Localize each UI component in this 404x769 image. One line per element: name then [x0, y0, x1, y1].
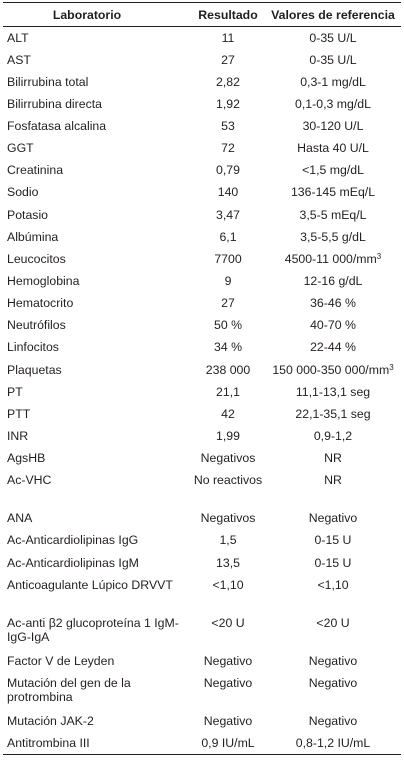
cell-valores-referencia	[265, 204, 401, 226]
cell-resultado: <1,10	[212, 577, 244, 592]
reference-value: <1,10	[317, 577, 349, 592]
table-row	[3, 425, 401, 447]
cell-laboratorio: Hematocrito	[7, 296, 74, 311]
cell-resultado: 9	[224, 274, 232, 289]
cell-valores-referencia	[265, 359, 401, 381]
table-row	[3, 403, 401, 425]
cell-resultado: 1,92	[216, 96, 240, 111]
cell-laboratorio: PT	[7, 384, 23, 399]
cell-resultado: 27	[221, 52, 235, 67]
reference-value: 0,3-1 mg/dL	[300, 74, 366, 89]
cell-valores-referencia	[265, 612, 401, 650]
table-row	[3, 314, 401, 336]
cell-laboratorio: Mutación JAK-2	[7, 713, 94, 728]
cell-valores-referencia	[265, 672, 401, 710]
reference-value: <20 U	[316, 615, 350, 630]
cell-valores-referencia	[265, 425, 401, 447]
cell-resultado: 0,9 IU/mL	[201, 736, 255, 751]
table-body	[3, 27, 401, 755]
reference-value: Negativo	[308, 511, 358, 526]
table-row	[3, 204, 401, 226]
reference-value: 0-15 U	[314, 555, 352, 570]
cell-resultado: Negativos	[200, 511, 256, 526]
cell-laboratorio: ALT	[7, 31, 29, 45]
table-row	[3, 359, 401, 381]
reference-value: 12-16 g/dL	[303, 274, 363, 289]
cell-resultado: 13,5	[216, 555, 240, 570]
reference-value: 0,1-0,3 mg/dL	[295, 96, 371, 111]
table-row	[3, 27, 401, 49]
table-row	[3, 732, 401, 754]
table-row	[3, 93, 401, 115]
cell-laboratorio: Factor V de Leyden	[7, 653, 115, 668]
table-row	[3, 115, 401, 137]
cell-valores-referencia	[265, 469, 401, 507]
cell-resultado: Negativo	[203, 713, 253, 728]
reference-value: 3,5-5 mEq/L	[299, 207, 367, 222]
cell-valores-referencia	[265, 650, 401, 672]
cell-laboratorio: Fosfatasa alcalina	[7, 119, 107, 134]
header-laboratorio: Laboratorio	[52, 7, 122, 22]
cell-resultado: 1,5	[219, 533, 237, 548]
cell-laboratorio: Linfocitos	[7, 340, 59, 355]
cell-valores-referencia	[265, 93, 401, 115]
cell-laboratorio: Ac-Anticardiolipinas IgG	[7, 533, 139, 548]
cell-valores-referencia	[265, 71, 401, 93]
cell-valores-referencia	[265, 529, 401, 551]
table-row	[3, 71, 401, 93]
cell-resultado: Negativos	[200, 451, 256, 466]
cell-resultado: 34 %	[213, 340, 243, 355]
cell-valores-referencia	[265, 507, 401, 529]
reference-value: 3,5-5,5 g/dL	[300, 229, 366, 244]
cell-valores-referencia	[265, 27, 401, 49]
reference-value: Negativo	[308, 713, 358, 728]
cell-laboratorio: AgsHB	[7, 451, 46, 466]
reference-value: Negativo	[308, 653, 358, 668]
reference-value: 22-44 %	[310, 340, 356, 355]
header-resultado: Resultado	[198, 7, 258, 22]
reference-value: 0,9-1,2	[313, 429, 353, 444]
table-row	[3, 469, 401, 507]
table-row	[3, 336, 401, 358]
cell-laboratorio: Plaquetas	[7, 362, 62, 377]
reference-value: 0-35 U/L	[309, 31, 357, 45]
cell-laboratorio: Ac-anti β2 glucoproteína 1 IgM-IgG-IgA	[7, 615, 179, 644]
cell-valores-referencia	[265, 292, 401, 314]
lab-results-table-container	[3, 2, 401, 755]
cell-laboratorio: Leucocitos	[7, 251, 66, 266]
table-row	[3, 248, 401, 270]
cell-valores-referencia	[265, 181, 401, 203]
cell-valores-referencia	[265, 447, 401, 469]
reference-value: 136-145 mEq/L	[290, 185, 376, 200]
cell-resultado: 21,1	[216, 384, 240, 399]
table-row	[3, 137, 401, 159]
cell-resultado: 238 000	[205, 362, 251, 377]
cell-resultado: No reactivos	[193, 473, 263, 488]
cell-laboratorio: Bilirrubina directa	[7, 96, 103, 111]
reference-superscript: 3	[376, 251, 382, 261]
cell-valores-referencia	[265, 732, 401, 754]
reference-value: 40-70 %	[310, 318, 356, 333]
table-row	[3, 612, 401, 650]
cell-resultado: <20 U	[211, 615, 245, 630]
table-row	[3, 574, 401, 612]
cell-laboratorio: Ac-VHC	[7, 473, 52, 488]
table-row	[3, 381, 401, 403]
cell-valores-referencia	[265, 226, 401, 248]
table-row	[3, 159, 401, 181]
table-row	[3, 226, 401, 248]
cell-laboratorio: Antitrombina III	[7, 736, 90, 751]
cell-resultado: 140	[217, 185, 239, 200]
cell-valores-referencia	[265, 49, 401, 71]
cell-laboratorio: Sodio	[7, 185, 39, 200]
cell-resultado: 7700	[214, 251, 242, 266]
table-row	[3, 507, 401, 529]
reference-value: 150 000-350 000/mm	[272, 362, 390, 377]
table-row	[3, 710, 401, 732]
reference-value: Negativo	[308, 675, 358, 690]
cell-resultado: 6,1	[219, 229, 237, 244]
cell-valores-referencia	[265, 710, 401, 732]
table-row	[3, 672, 401, 710]
reference-value: 0-35 U/L	[309, 52, 357, 67]
reference-value: NR	[324, 451, 342, 466]
cell-laboratorio: Ac-Anticardiolipinas IgM	[7, 555, 139, 570]
cell-laboratorio: Hemoglobina	[7, 274, 80, 289]
table-row	[3, 650, 401, 672]
table-header	[3, 3, 401, 27]
header-valores-referencia: Valores de referencia	[271, 7, 395, 22]
reference-value: <1,5 mg/dL	[302, 163, 364, 178]
cell-laboratorio: ANA	[7, 511, 33, 526]
cell-resultado: 72	[221, 141, 235, 156]
cell-laboratorio: Anticoagulante Lúpico DRVVT	[7, 577, 173, 592]
cell-resultado: 2,82	[216, 74, 240, 89]
reference-value: Hasta 40 U/L	[297, 141, 369, 156]
cell-laboratorio: Mutación del gen de la protrombina	[7, 675, 131, 704]
cell-resultado: 50 %	[213, 318, 243, 333]
cell-valores-referencia	[265, 336, 401, 358]
table-row	[3, 292, 401, 314]
reference-value: 4500-11 000/mm	[284, 251, 377, 266]
cell-resultado: Negativo	[203, 653, 253, 668]
cell-valores-referencia	[265, 574, 401, 612]
cell-laboratorio: INR	[7, 429, 29, 444]
cell-valores-referencia	[265, 159, 401, 181]
cell-resultado: 0,79	[216, 163, 240, 178]
cell-valores-referencia	[265, 403, 401, 425]
cell-laboratorio: AST	[7, 52, 31, 67]
cell-valores-referencia	[265, 381, 401, 403]
reference-value: 22,1-35,1 seg	[295, 406, 371, 421]
reference-value: 30-120 U/L	[302, 119, 364, 134]
cell-laboratorio: Creatinina	[7, 163, 64, 178]
lab-results-table	[3, 2, 401, 755]
reference-value: NR	[324, 473, 342, 488]
cell-resultado: 1,99	[216, 429, 240, 444]
table-row	[3, 552, 401, 574]
cell-laboratorio: Bilirrubina total	[7, 74, 89, 89]
cell-laboratorio: Neutrófilos	[7, 318, 66, 333]
cell-valores-referencia	[265, 270, 401, 292]
cell-resultado: 3,47	[216, 207, 240, 222]
reference-value: 0,8-1,2 IU/mL	[295, 736, 371, 751]
cell-laboratorio: Albúmina	[7, 229, 59, 244]
cell-valores-referencia	[265, 248, 401, 270]
cell-laboratorio: Potasio	[7, 207, 49, 222]
reference-value: 36-46 %	[310, 296, 356, 311]
reference-value: 11,1-13,1 seg	[295, 384, 371, 399]
cell-valores-referencia	[265, 115, 401, 137]
cell-resultado: 53	[221, 119, 235, 134]
table-row	[3, 49, 401, 71]
cell-laboratorio: GGT	[7, 141, 34, 156]
cell-resultado: 42	[221, 406, 235, 421]
table-row	[3, 447, 401, 469]
cell-valores-referencia	[265, 552, 401, 574]
cell-resultado: 11	[221, 31, 235, 45]
cell-valores-referencia	[265, 314, 401, 336]
reference-superscript: 3	[389, 362, 394, 372]
table-row	[3, 270, 401, 292]
cell-resultado: Negativo	[203, 675, 253, 690]
table-row	[3, 181, 401, 203]
reference-value: 0-15 U	[314, 533, 352, 548]
cell-resultado: 27	[221, 296, 235, 311]
cell-laboratorio: PTT	[7, 406, 31, 421]
header-row	[3, 3, 401, 27]
cell-valores-referencia	[265, 137, 401, 159]
table-row	[3, 529, 401, 551]
